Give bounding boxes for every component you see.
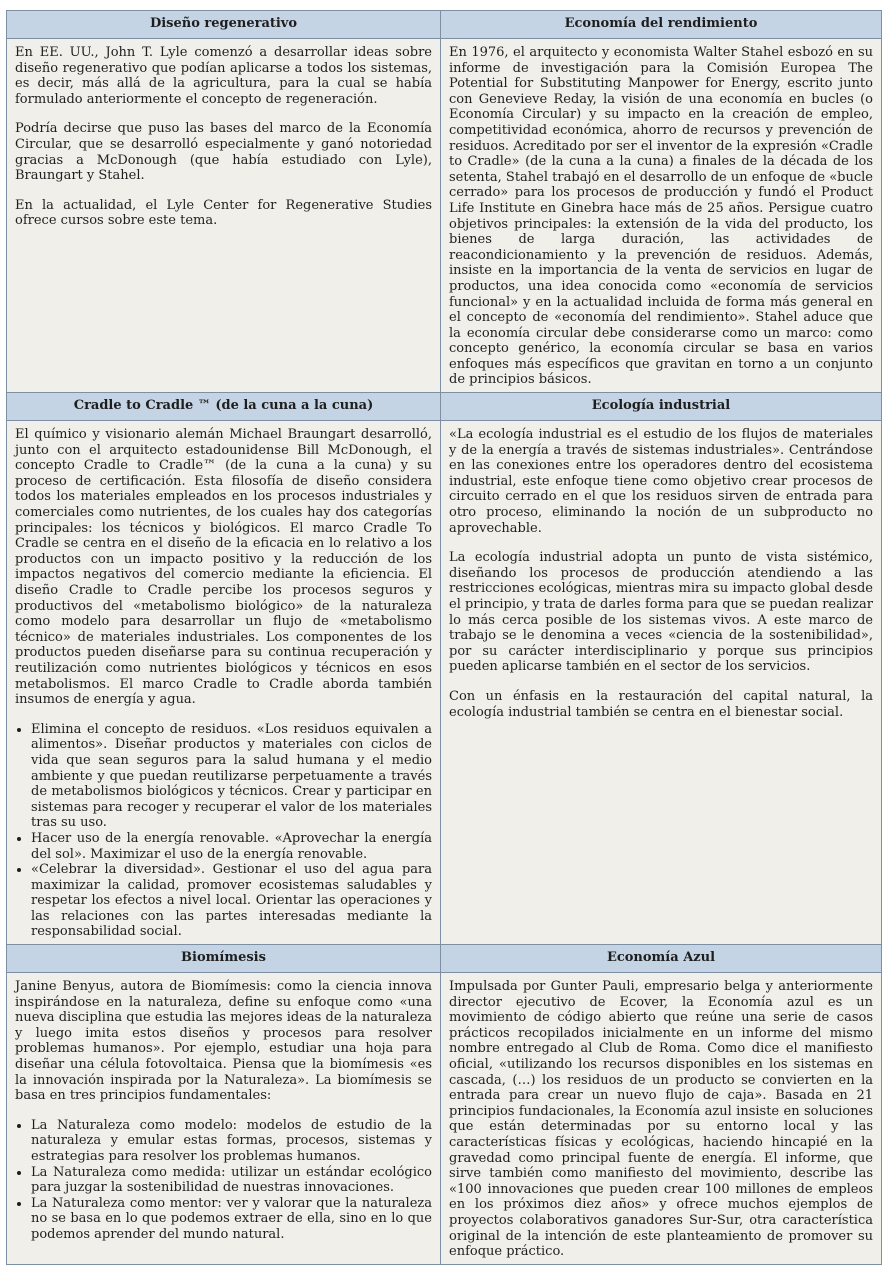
paragraph: Impulsada por Gunter Pauli, empresario belga y anteriormente director ejecutivo de Ecover, la Economía azul es un movimiento de código abierto que reúne una serie de casos prácticos recopilados inicialmente en un informe del mismo nombre entregado al Club de Roma. Como dice el manifiesto oficial, «utilizando los recursos disponibles en los sistemas en cascada, (…) los residuos de un producto se convierten en la entrada para crear un nuevo flujo de caja». Basada en 21 principios fundacionales, la Economía azul insiste en soluciones que están determinadas por su entorno local y las características físicas y ecológicas, haciendo hincapié en la gravedad como principal fuente de energía. El informe, que sirve también como manifiesto del movimiento, describe las «100 innovaciones que pueden crear 100 millones de empleos en los próximos diez años» y ofrece muchos ejemplos de proyectos colaborativos ganadores Sur-Sur, otra característica original de la intención de este planteamiento de promover su enfoque práctico.	[449, 979, 873, 1260]
list-item: • La Naturaleza como modelo: modelos de estudio de la naturaleza y emular estas formas, procesos, sistemas y estrategias para resolver los problemas humanos.	[31, 1118, 432, 1165]
bullet-list	[15, 722, 432, 940]
body-economia-rendimiento	[441, 39, 882, 393]
paragraph: La ecología industrial adopta un punto de vista sistémico, diseñando los procesos de producción atendiendo a las restricciones ecológicas, mientras mira su impacto global desde el principio, y trata de darles forma para que se puedan realizar lo más cerca posible de los sistemas vivos. A este marco de trabajo se le denomina a veces «ciencia de la sostenibilidad», por su carácter interdisciplinario y porque sus principios pueden aplicarse también en el sector de los servicios.	[449, 550, 873, 675]
body-biomimesis	[7, 973, 441, 1265]
body-cradle-to-cradle	[7, 421, 441, 945]
list-item: • La Naturaleza como medida: utilizar un estándar ecológico para juzgar la sostenibilidad de nuestras innovaciones.	[31, 1165, 432, 1196]
header-diseno-regenerativo: Diseño regenerativo	[7, 11, 441, 39]
body-economia-azul	[441, 973, 882, 1265]
bullet-list	[15, 1118, 432, 1243]
body-ecologia-industrial	[441, 421, 882, 945]
paragraph: Janine Benyus, autora de Biomímesis: como la ciencia innova inspirándose en la naturaleza, define su enfoque como «una nueva disciplina que estudia las mejores ideas de la naturaleza y luego imita estos diseños y procesos para resolver problemas humanos». Por ejemplo, estudiar una hoja para diseñar una célula fotovoltaica. Piensa que la biomímesis «es la innovación inspirada por la Naturaleza». La biomímesis se basa en tres principios fundamentales:	[15, 979, 432, 1104]
list-item: • Hacer uso de la energía renovable. «Aprovechar la energía del sol». Maximizar el uso de la energía renovable.	[31, 831, 432, 862]
header-biomimesis: Biomímesis	[7, 945, 441, 973]
body-diseno-regenerativo	[7, 39, 441, 393]
header-ecologia-industrial: Ecología industrial	[441, 393, 882, 421]
header-cradle-to-cradle: Cradle to Cradle ™ (de la cuna a la cuna)	[7, 393, 441, 421]
paragraph: «La ecología industrial es el estudio de los flujos de materiales y de la energía a través de sistemas industriales». Centrándose en las conexiones entre los operadores dentro del ecosistema industrial, este enfoque tiene como objetivo crear procesos de circuito cerrado en el que los residuos sirven de entrada para otro proceso, eliminando la noción de un subproducto no aprovechable.	[449, 427, 873, 536]
list-item: • La Naturaleza como mentor: ver y valorar que la naturaleza no se basa en lo que podemos extraer de ella, sino en lo que podemos aprender del mundo natural.	[31, 1196, 432, 1243]
paragraph: En la actualidad, el Lyle Center for Regenerative Studies ofrece cursos sobre este tema.	[15, 197, 432, 229]
list-item: • Elimina el concepto de residuos. «Los residuos equivalen a alimentos». Diseñar productos y materiales con ciclos de vida que sean seguros para la salud humana y el medio ambiente y que puedan reutilizarse perpetuamente a través de metabolismos biológicos y técnicos. Crear y participar en sistemas para recoger y recuperar el valor de los materiales tras su uso.	[31, 722, 432, 831]
paragraph: En 1976, el arquitecto y economista Walter Stahel esbozó en su informe de investigación para la Comisión Europea The Potential for Substituting Manpower for Energy, escrito junto con Genevieve Reday, la visión de una economía en bucles (o Economía Circular) y su impacto en la creación de empleo, competitividad económica, ahorro de recursos y prevención de residuos. Acreditado por ser el inventor de la expresión «Cradle to Cradle» (de la cuna a la cuna) a finales de la década de los setenta, Stahel trabajó en el desarrollo de un enfoque de «bucle cerrado» para los procesos de producción y fundó el Product Life Institute en Ginebra hace más de 25 años. Persigue cuatro objetivos principales: la extensión de la vida del producto, los bienes de larga duración, las actividades de reacondicionamiento y la prevención de residuos. Además, insiste en la importancia de la venta de servicios en lugar de productos, una idea conocida como «economía de servicios funcional» y en la actualidad incluida de forma más general en el concepto de «economía del rendimiento». Stahel aduce que la economía circular debe considerarse como un marco: como concepto genérico, la economía circular se basa en varios enfoques más específicos que gravitan en torno a un conjunto de principios básicos.	[449, 45, 873, 388]
header-economia-rendimiento: Economía del rendimiento	[441, 11, 882, 39]
concepts-table	[6, 10, 882, 1265]
header-economia-azul: Economía Azul	[441, 945, 882, 973]
paragraph: Con un énfasis en la restauración del capital natural, la ecología industrial también se centra en el bienestar social.	[449, 688, 873, 720]
paragraph: En EE. UU., John T. Lyle comenzó a desarrollar ideas sobre diseño regenerativo que podían aplicarse a todos los sistemas, es decir, más allá de la agricultura, para la cual se había formulado anteriormente el concepto de regeneración.	[15, 45, 432, 107]
list-item: • «Celebrar la diversidad». Gestionar el uso del agua para maximizar la calidad, promover ecosistemas saludables y respetar los efectos a nivel local. Orientar las operaciones y las relaciones con las partes interesadas mediante la responsabilidad social.	[31, 862, 432, 940]
paragraph: Podría decirse que puso las bases del marco de la Economía Circular, que se desarrolló especialmente y ganó notoriedad gracias a McDonough (que había estudiado con Lyle), Braungart y Stahel.	[15, 121, 432, 184]
paragraph: El químico y visionario alemán Michael Braungart desarrolló, junto con el arquitecto estadounidense Bill McDonough, el concepto Cradle to Cradle™ (de la cuna a la cuna) y su proceso de certificación. Esta filosofía de diseño considera todos los materiales empleados en los procesos industriales y comerciales como nutrientes, de los cuales hay dos categorías principales: los técnicos y biológicos. El marco Cradle To Cradle se centra en el diseño de la eficacia en lo relativo a los productos con un impacto positivo y la reducción de los impactos negativos del comercio mediante la eficiencia. El diseño Cradle to Cradle percibe los procesos seguros y productivos del «metabolismo biológico» de la naturaleza como modelo para desarrollar un flujo de «metabolismo técnico» de materiales industriales. Los componentes de los productos pueden diseñarse para su continua recuperación y reutilización como nutrientes biológicos y técnicos en esos metabolismos. El marco Cradle to Cradle aborda también insumos de energía y agua.	[15, 427, 432, 708]
